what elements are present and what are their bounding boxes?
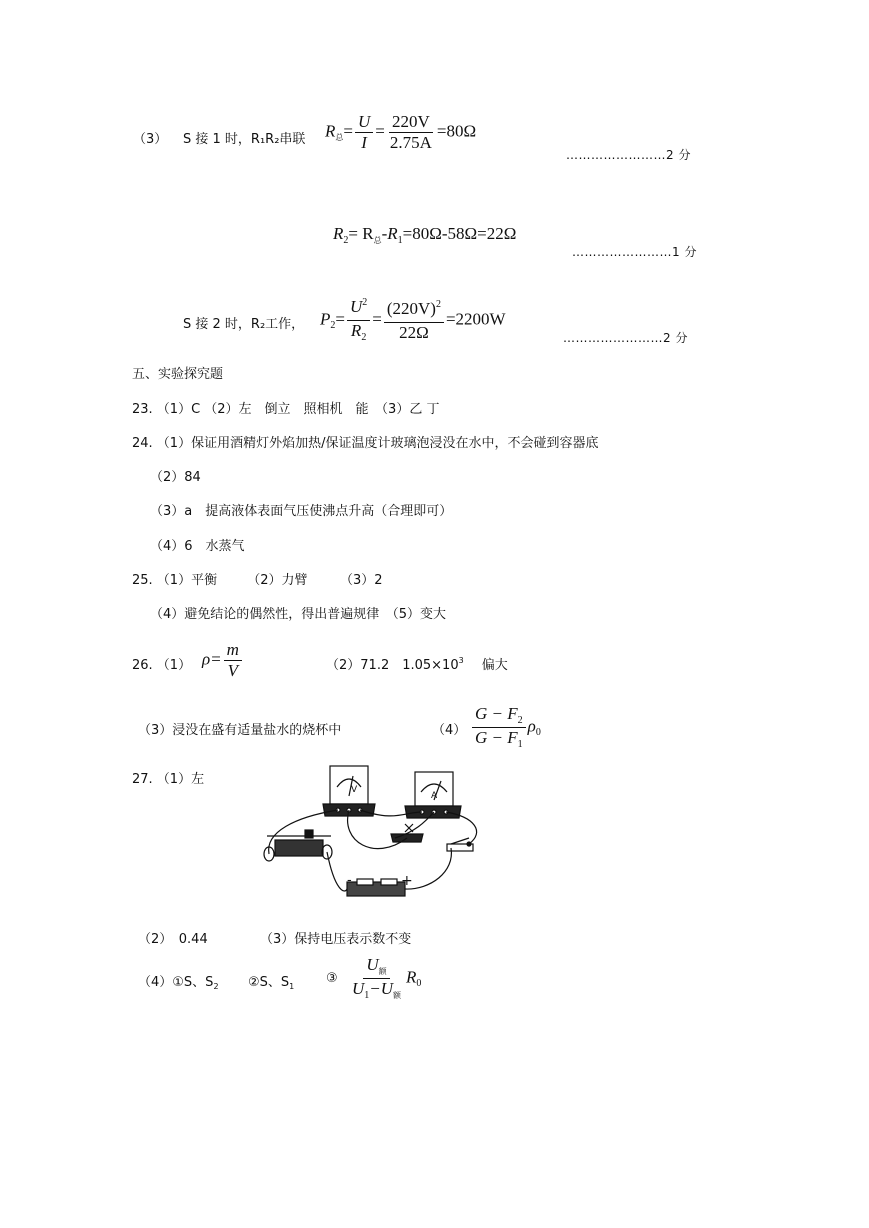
eq3-text: S 接 1 时，R₁R₂串联 — [183, 132, 306, 147]
eqP2-fraction-2: $\frac{(220V)^2}{22\Omega}$ — [384, 299, 444, 343]
q27-line1: 27. （1）左 — [132, 772, 205, 787]
voltmeter-icon — [323, 766, 375, 816]
eqP2-fraction-1: $\frac{U^2}{R_2}$ — [347, 297, 370, 344]
eq3-fraction-1: $\frac{U}{I}$ — [355, 112, 373, 153]
q24-line3: （3）a 提高液体表面气压使沸点升高（合理即可） — [150, 504, 453, 519]
rheostat-icon — [264, 830, 332, 861]
section-title: 五、实验探究题 — [132, 367, 224, 382]
voltmeter-label: V — [351, 785, 358, 795]
eqP2-score: ……………………2 分 — [563, 331, 688, 345]
q26-part3: （3）浸没在盛有适量盐水的烧杯中 — [138, 723, 342, 738]
q27-line3a: （4）①S、$S_2$ — [138, 975, 219, 991]
q27-line3c: ③ — [326, 971, 338, 986]
q24-line2: （2）84 — [150, 470, 201, 485]
eqR2-score: ……………………1 分 — [572, 245, 697, 259]
q27-line2a: （2） 0.44 — [138, 932, 208, 947]
ammeter-label: A — [431, 791, 438, 801]
q26-density-formula: ρ= $\frac{m}{V}$ — [202, 640, 244, 681]
eq3-score: ……………………2 分 — [566, 148, 691, 162]
battery-minus-label: - — [347, 873, 352, 888]
q24-line1: 24. （1）保证用酒精灯外焰加热/保证温度计玻璃泡浸没在水中，不会碰到容器底 — [132, 436, 599, 451]
eqP2-formula: $P_2=$ $\frac{U^2}{R_2}$ = $\frac{(220V)^2}{22\Omega}$ =2200W — [320, 297, 506, 343]
q26-part4-label: （4） — [432, 723, 467, 738]
q26-part2: （2）71.2 $1.05\times 10^3$ 偏大 — [326, 656, 508, 673]
q24-line4: （4）6 水蒸气 — [150, 539, 245, 554]
q27-line3b: ②S、$S_1$ — [248, 975, 295, 991]
eq3-fraction-2: $\frac{220V}{2.75A}$ — [389, 112, 432, 152]
q25-line2: （4）避免结论的偶然性，得出普遍规律 （5）变大 — [150, 607, 447, 622]
q26-density-ratio-formula: $\frac{G - F_2}{G - F_1}$ $\rho_0$ — [470, 704, 541, 751]
eq3-formula: $R_总=$ $\frac{U}{I}$ = $\frac{220V}{2.75A}$ =80Ω — [325, 112, 477, 152]
q23-line: 23. （1）C （2）左 倒立 照相机 能 （3）乙 丁 — [132, 402, 440, 417]
eqR2-formula: $R_2= R_总-R_1=80\Omega-58\Omega=22\Omega$ — [333, 224, 517, 246]
battery-plus-label: + — [401, 873, 413, 889]
q27-resistance-formula: $\frac{U_额}{U_1-U_额}$ $R_0$ — [352, 955, 422, 1001]
eq3-label: （3） — [133, 132, 168, 147]
circuit-diagram — [255, 762, 490, 904]
eqP2-text: S 接 2 时，R₂工作， — [183, 317, 305, 332]
battery-icon — [347, 879, 405, 896]
q27-line2b: （3）保持电压表示数不变 — [260, 932, 412, 947]
q25-line1: 25. （1）平衡 （2）力臂 （3）2 — [132, 573, 383, 588]
q26-label: 26. （1） — [132, 658, 192, 673]
